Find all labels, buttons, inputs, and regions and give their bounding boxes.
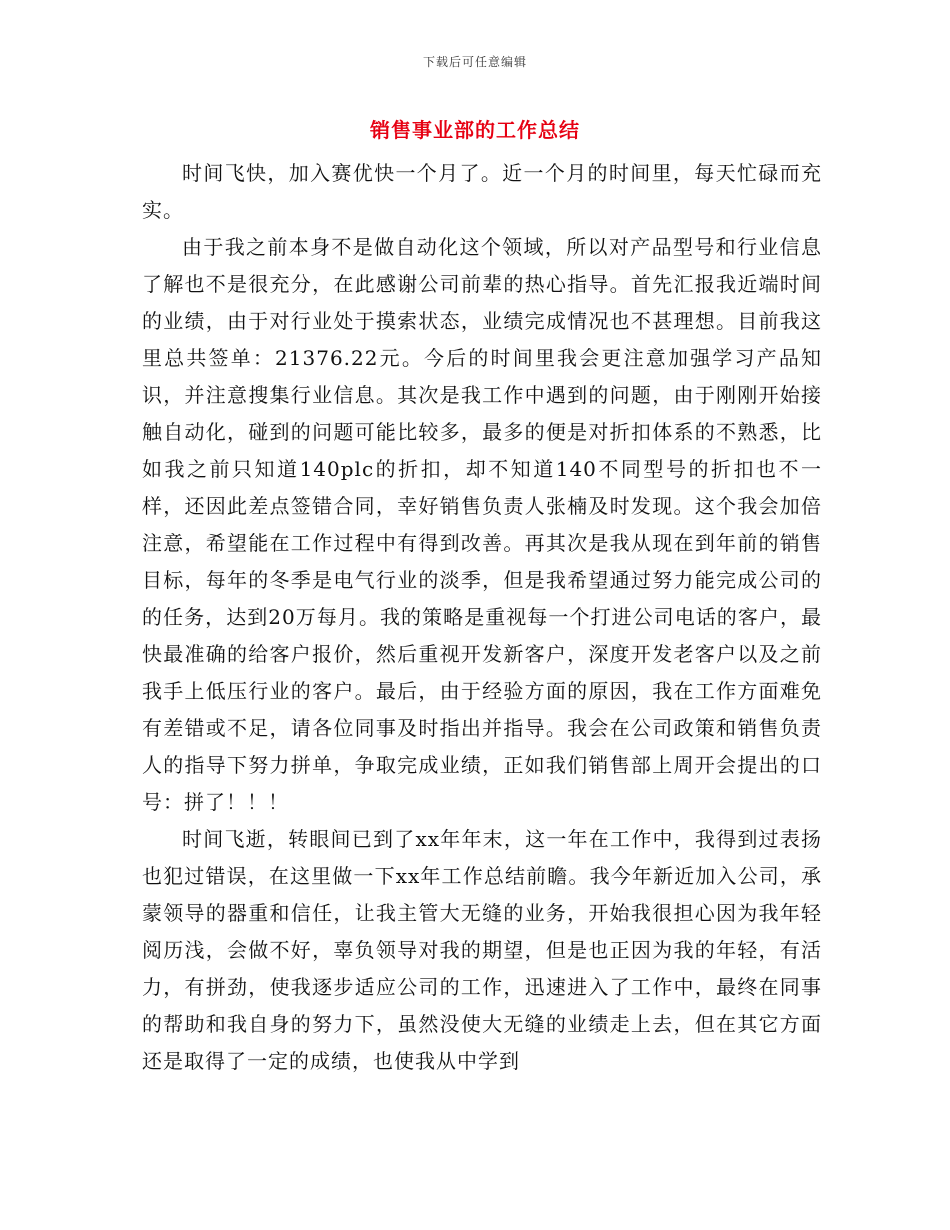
paragraph-report: 由于我之前本身不是做自动化这个领域，所以对产品型号和行业信息了解也不是很充分，在此感谢公司前辈的热心指导。首先汇报我近端时间的业绩，由于对行业处于摸索状态，业绩完成情况也不甚理想。目前我这里总共签单：21376.22元。今后的时间里我会更注意加强学习产品知识，并注意搜集行业信息。其次是我工作中遇到的问题，由于刚刚开始接触自动化，碰到的问题可能比较多，最多的便是对折扣体系的不熟悉，比如我之前只知道140plc的折扣，却不知道140不同型号的折扣也不一样，还因此差点签错合同，幸好销售负责人张楠及时发现。这个我会加倍注意，希望能在工作过程中有得到改善。再其次是我从现在到年前的销售目标，每年的冬季是电气行业的淡季，但是我希望通过努力能完成公司的的任务，达到20万每月。我的策略是重视每一个打进公司电话的客户，最快最准确的给客户报价，然后重视开发新客户，深度开发老客户以及之前我手上低压行业的客户。最后，由于经验方面的原因，我在工作方面难免有差错或不足，请各位同事及时指出并指导。我会在公司政策和销售负责人的指导下努力拼单，争取完成业绩，正如我们销售部上周开会提出的口号：拼了！！！ [142, 235, 822, 814]
document-title: 销售事业部的工作总结 [370, 118, 580, 142]
header-note: 下载后可任意编辑 [422, 55, 527, 69]
paragraph-year-review: 时间飞逝，转眼间已到了xx年年末，这一年在工作中，我得到过表扬也犯过错误，在这里做一下xx年工作总结前瞻。我今年新近加入公司，承蒙领导的器重和信任，让我主管大无缝的业务，开始我很担心因为我年轻阅历浅，会做不好，辜负领导对我的期望，但是也正因为我的年轻，有活力，有拼劲，使我逐步适应公司的工作，迅速进入了工作中，最终在同事的帮助和我自身的努力下，虽然没使大无缝的业绩走上去，但在其它方面还是取得了一定的成绩，也使我从中学到 [142, 827, 822, 1073]
paragraph-intro: 时间飞快，加入赛优快一个月了。近一个月的时间里，每天忙碌而充实。 [142, 161, 822, 222]
document-body [142, 155, 822, 1080]
